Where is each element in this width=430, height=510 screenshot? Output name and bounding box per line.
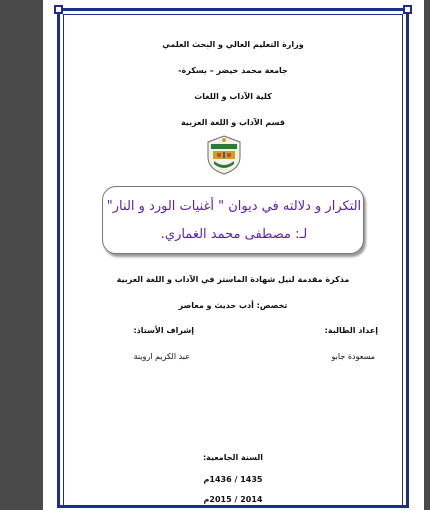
- supervisor-name: عبد الكريم اروينة: [133, 352, 190, 361]
- thesis-title-line-1: التكرار و دلالته في ديوان " أغنيات الورد و النار": [106, 199, 362, 214]
- academic-year-label: السنة الجامعية:: [202, 453, 264, 462]
- thesis-purpose: مذكرة مقدمة لنيل شهادة الماستر في الآداب و اللغة العربية: [116, 275, 350, 284]
- student-label: إعداد الطالبة:: [324, 326, 378, 335]
- thesis-title-line-2: لـ: مصطفى محمد الغماري.: [160, 227, 308, 242]
- academic-year-gregorian: 2014 / 2015م: [203, 495, 263, 504]
- university-name: جامعة محمد خيضر – بسكرة-: [178, 66, 288, 75]
- supervisor-label: إشراف الأستاذ:: [133, 326, 194, 335]
- ministry-name: وزارة التعليم العالي و البحث العلمي: [162, 40, 304, 49]
- student-name: مسعودة جابو: [331, 352, 375, 361]
- page-border-inner: [63, 14, 403, 508]
- specialization: تخصص: أدب حديث و معاصر: [178, 301, 288, 310]
- academic-year-hijri: 1435 / 1436م: [203, 475, 263, 484]
- faculty-name: كلية الآداب و اللغات: [194, 92, 272, 101]
- university-crest-icon: [206, 135, 242, 175]
- border-corner-top-left: [54, 5, 63, 14]
- department-name: قسم الآداب و اللغة العربية: [180, 118, 286, 127]
- border-corner-top-right: [403, 5, 412, 14]
- thesis-title-box: [102, 186, 364, 254]
